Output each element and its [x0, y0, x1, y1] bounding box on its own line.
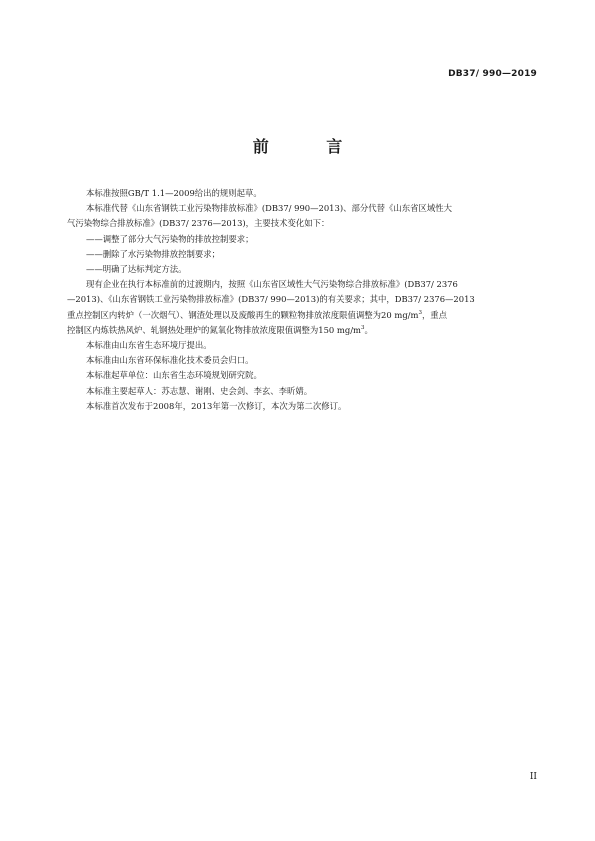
paragraph-transition-line-1: 现有企业在执行本标准前的过渡期内，按照《山东省区域性大气污染物综合排放标准》(DB37/ 2376: [86, 279, 458, 290]
change-item-3: ——明确了达标判定方法。: [86, 264, 187, 275]
paragraph-transition-line-2: —2013)、《山东省钢铁工业污染物排放标准》(DB37/ 990—2013)的有关要求；其中，DB37/ 2376—2013: [67, 294, 475, 305]
foreword-body: [67, 186, 546, 414]
page-number: II: [529, 772, 537, 782]
paragraph-history: 本标准首次发布于2008年，2013年第一次修订，本次为第二次修订。: [86, 400, 347, 411]
paragraph-replacement-line-1: 本标准代替《山东省钢铁工业污染物排放标准》(DB37/ 990—2013)、部分代替《山东省区域性大: [86, 203, 452, 214]
paragraph-replacement-line-2: 气污染物综合排放标准》(DB37/ 2376—2013)，主要技术变化如下：: [67, 218, 330, 229]
paragraph-drafting-rules: 本标准按照GB/T 1.1—2009给出的规则起草。: [86, 188, 262, 198]
paragraph-drafting-unit: 本标准起草单位：山东省生态环境规划研究院。: [86, 370, 262, 381]
unit-superscript: 3: [418, 309, 422, 316]
page-title: 前 言: [252, 137, 369, 156]
transition-line-3-text: 重点控制区内转炉（一次烟气）、钢渣处理以及废酸再生的颗粒物排放浓度限值调整为20 mg/m: [67, 309, 419, 320]
paragraph-committee: 本标准由山东省环保标准化技术委员会归口。: [86, 355, 254, 366]
paragraph-drafters: 本标准主要起草人：苏志慧、谢刚、史会剑、李玄、李昕婧。: [86, 385, 313, 396]
unit-superscript: 3: [360, 325, 365, 332]
transition-line-3-tail: ，重点: [421, 309, 448, 320]
paragraph-transition-line-3: [67, 308, 546, 323]
change-item-1: ——调整了部分大气污染物的排放控制要求；: [86, 233, 254, 244]
change-item-2: ——删除了水污染物排放控制要求；: [86, 248, 220, 259]
standard-code-header: DB37/ 990—2019: [448, 69, 537, 79]
transition-line-4-text: 控制区内炼铁热风炉、轧钢热处理炉的氮氧化物排放浓度限值调整为150 mg/m: [67, 324, 361, 335]
transition-line-4-tail: 。: [364, 324, 373, 335]
paragraph-proposer: 本标准由山东省生态环境厅提出。: [86, 340, 212, 351]
paragraph-transition-line-4: [67, 323, 546, 338]
